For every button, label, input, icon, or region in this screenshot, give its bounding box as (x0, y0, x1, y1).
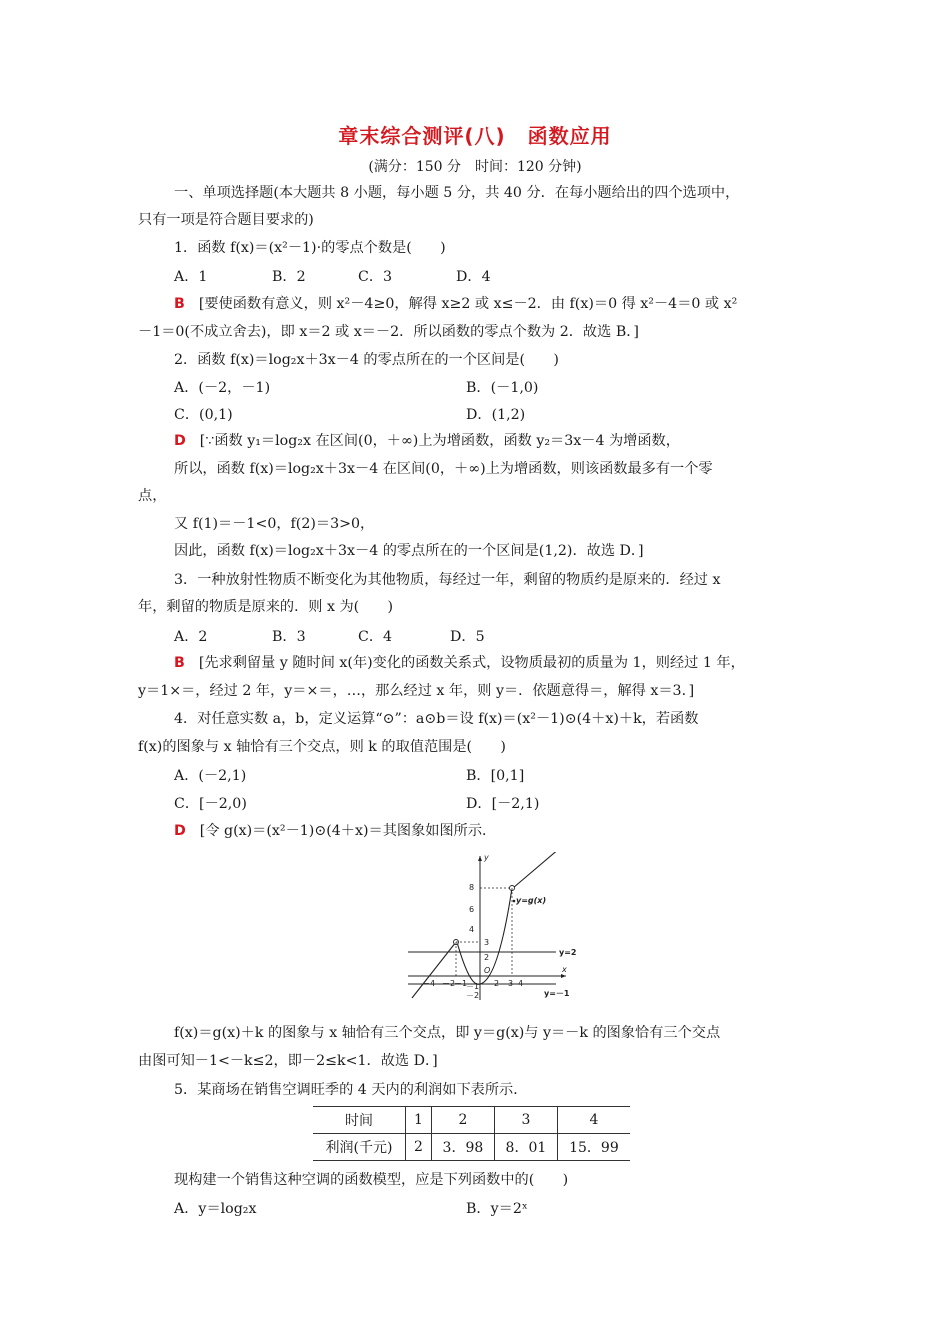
table-cell: 15．99 (557, 1134, 630, 1161)
y-tick-2: 2 (484, 953, 490, 962)
q1-answer: B (174, 296, 185, 312)
q3-option-c: C．4 (358, 629, 393, 645)
q4-stem-line2: f(x)的图象与 x 轴恰有三个交点，则 k 的取值范围是( ) (138, 739, 506, 755)
q2-stem: 2．函数 f(x)＝log₂x＋3x－4 的零点所在的一个区间是( ) (174, 352, 559, 368)
y-tick-6: 6 (469, 905, 475, 914)
q1-stem: 1．函数 f(x)＝(x²－1)·的零点个数是( ) (174, 240, 446, 256)
q4-solution-line1: [令 g(x)＝(x²－1)⊙(4＋x)＝其图象如图所示． (199, 823, 497, 839)
q2-solution-line1: [∵函数 y₁＝log₂x 在区间(0，＋∞)上为增函数，函数 y₂＝3x－4 为增函数， (199, 433, 680, 449)
q3-answer: B (174, 655, 185, 671)
table-cell: 时间 (313, 1107, 406, 1134)
q1-option-d: D．4 (456, 269, 491, 285)
table-cell: 8．01 (494, 1134, 557, 1161)
x-tick-neg2: －2 (442, 979, 456, 988)
q1-solution-line2: －1＝0(不成立舍去)，即 x＝2 或 x＝－2．所以函数的零点个数为 2．故选 B．] (138, 324, 639, 340)
table-cell: 4 (557, 1107, 630, 1134)
q3-solution-line1: [先求剩留量 y 随时间 x(年)变化的函数关系式，设物质最初的质量为 1，则经过 1 年， (198, 655, 745, 671)
q4-option-a: A．(－2,1) (174, 768, 247, 784)
q5-stem-line2: 现构建一个销售这种空调的函数模型，应是下列函数中的( ) (174, 1172, 569, 1188)
q3-option-b: B．3 (272, 629, 306, 645)
x-axis-arrow-icon (561, 974, 566, 978)
q5-option-a: A．y＝log₂x (174, 1201, 257, 1217)
origin-label: O (484, 966, 491, 975)
q1-option-c: C．3 (358, 269, 393, 285)
q1-solution-line1: [要使函数有意义，则 x²－4≥0，解得 x≥2 或 x≤－2．由 f(x)＝0 得 x²－4＝0 或 x² (198, 296, 738, 312)
q3-solution (138, 653, 854, 673)
q2-option-c: C．(0,1) (174, 407, 233, 423)
curve-label-dot (513, 900, 516, 903)
q4-option-b: B．[0,1] (466, 768, 525, 784)
q2-option-d: D．(1,2) (466, 407, 526, 423)
table-cell: 2 (431, 1107, 494, 1134)
function-graph (406, 852, 586, 1002)
curve-label: y=g(x) (516, 896, 547, 905)
curve-left-segment (412, 942, 456, 998)
profit-table (313, 1106, 630, 1161)
title-left: 章末综合测评(八) (338, 124, 506, 148)
table-cell: 2 (406, 1134, 432, 1161)
q2-answer: D (174, 433, 186, 449)
q1-solution (138, 294, 854, 314)
q2-solution-line2: 所以，函数 f(x)＝log₂x＋3x－4 在区间(0，＋∞)上为增函数，则该函数最多有一个零 (174, 461, 713, 477)
x-tick-neg4: －4 (422, 979, 436, 988)
x-tick-neg1: －1 (454, 979, 468, 988)
table-cell: 1 (406, 1107, 432, 1134)
y-tick-3: 3 (484, 938, 490, 947)
q3-stem-line2: 年，剩留的物质是原来的．则 x 为( ) (138, 599, 394, 615)
q3-option-a: A．2 (174, 629, 208, 645)
x-tick-3: 3 (508, 979, 514, 988)
y-axis-label: y (484, 853, 489, 862)
q5-stem: 5．某商场在销售空调旺季的 4 天内的利润如下表所示． (174, 1082, 528, 1098)
q4-answer: D (174, 823, 186, 839)
q1-option-a: A．1 (174, 269, 208, 285)
line-y-2-label: y=2 (559, 948, 577, 957)
q3-stem: 3．一种放射性物质不断变化为其他物质，每经过一年，剩留的物质约是原来的．经过 x (174, 572, 721, 588)
y-tick-neg2: －2 (466, 991, 480, 1000)
table-cell: 3．98 (431, 1134, 494, 1161)
q2-solution (138, 431, 854, 451)
q2-solution-line3: 点， (138, 488, 167, 504)
q4-option-c: C．[－2,0) (174, 796, 247, 812)
x-axis-label: x (562, 965, 567, 974)
title-right: 函数应用 (527, 124, 612, 148)
table-row (313, 1134, 630, 1161)
y-tick-8: 8 (469, 883, 475, 892)
q3-solution-line2: y＝1×＝，经过 2 年，y＝×＝，…，那么经过 x 年，则 y＝．依题意得＝，解得 x＝3．] (138, 683, 695, 699)
q2-solution-line4: 又 f(1)＝－1<0，f(2)＝3>0， (174, 516, 375, 532)
q1-option-b: B．2 (272, 269, 306, 285)
x-tick-2: 2 (494, 979, 500, 988)
curve-right-segment (513, 852, 560, 888)
q5-option-b: B．y＝2ˣ (466, 1201, 528, 1217)
q2-option-a: A．(－2，－1) (174, 380, 271, 396)
q2-solution-line5: 因此，函数 f(x)＝log₂x＋3x－4 的零点所在的一个区间是(1,2)．故选 D．] (174, 543, 644, 559)
q4-solution (138, 821, 854, 841)
x-tick-4: 4 (518, 979, 524, 988)
q4-solution-line2: f(x)＝g(x)＋k 的图象与 x 轴恰有三个交点，即 y＝g(x)与 y＝－k 的图象恰有三个交点 (174, 1025, 721, 1041)
page-title (0, 120, 950, 149)
q4-stem: 4．对任意实数 a，b，定义运算“⊙”：a⊙b＝设 f(x)＝(x²－1)⊙(4＋x)＋k，若函数 (174, 711, 699, 727)
q3-option-d: D．5 (450, 629, 485, 645)
section-heading: 一、单项选择题(本大题共 8 小题，每小题 5 分，共 40 分．在每小题给出的四个选项中， (174, 185, 740, 201)
q4-option-d: D．[－2,1) (466, 796, 540, 812)
table-cell: 利润(千元) (313, 1134, 406, 1161)
table-cell: 3 (494, 1107, 557, 1134)
y-tick-neg1: －1 (466, 982, 480, 991)
q4-solution-line3: 由图可知－1<－k≤2，即－2≤k<1．故选 D．] (138, 1053, 438, 1069)
section-heading-cont: 只有一项是符合题目要求的) (138, 212, 314, 228)
q2-option-b: B．(－1,0) (466, 380, 539, 396)
line-y-neg1-label: y=－1 (544, 989, 570, 998)
page-subtitle: (满分：150 分 时间：120 分钟) (368, 159, 582, 175)
y-axis-arrow-icon (478, 856, 482, 861)
table-header-row (313, 1107, 630, 1134)
y-tick-4: 4 (469, 925, 475, 934)
